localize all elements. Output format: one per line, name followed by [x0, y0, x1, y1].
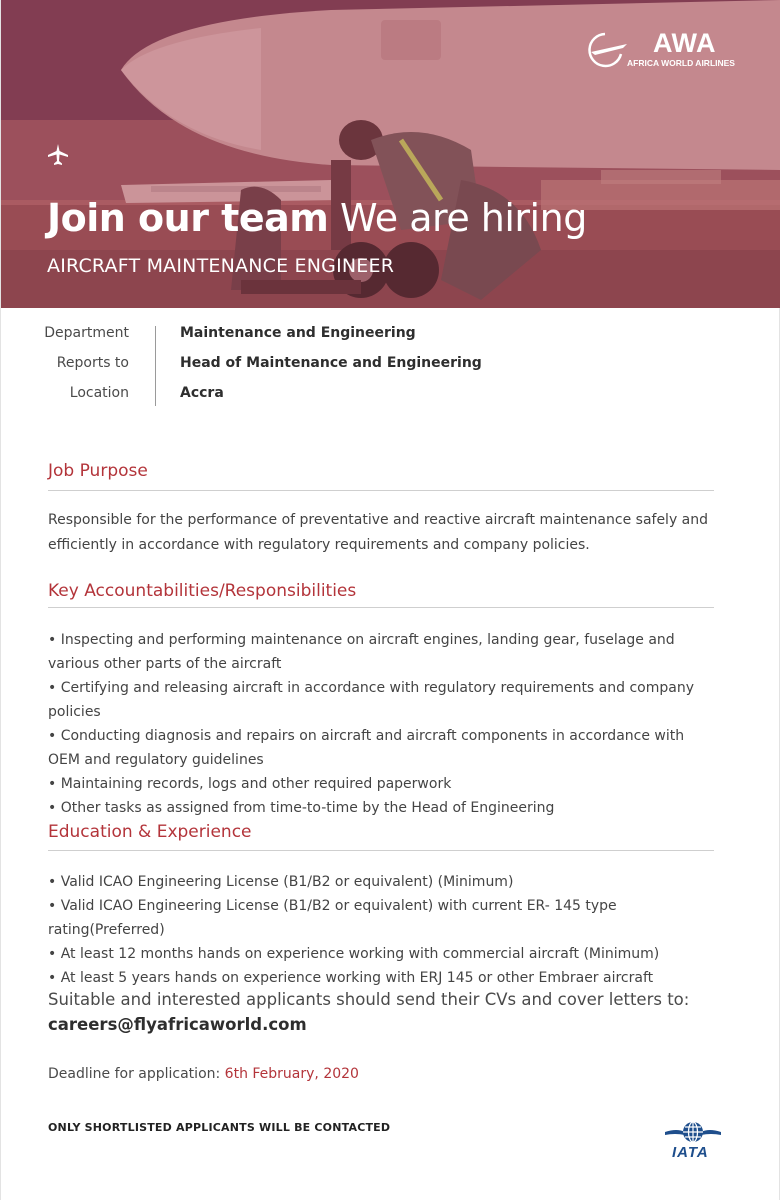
department-label: Department [44, 325, 129, 341]
shortlist-notice: ONLY SHORTLISTED APPLICANTS WILL BE CONTACTED [48, 1121, 391, 1134]
education-heading: Education & Experience [48, 822, 252, 842]
hero-title-bold: Join our team [47, 196, 329, 240]
reports-to-value: Head of Maintenance and Engineering [180, 355, 482, 371]
airplane-icon [45, 142, 71, 168]
iata-globe-icon [663, 1120, 723, 1146]
deadline-label: Deadline for application: [48, 1066, 225, 1082]
responsibilities-heading: Key Accountabilities/Responsibilities [48, 581, 357, 601]
job-purpose-heading: Job Purpose [48, 461, 148, 481]
job-title: AIRCRAFT MAINTENANCE ENGINEER [47, 255, 395, 277]
department-value: Maintenance and Engineering [180, 325, 416, 341]
list-item: • Certifying and releasing aircraft in accordance with regulatory requirements and company policies [48, 680, 694, 720]
list-item: • At least 5 years hands on experience working with ERJ 145 or other Embraer aircraft [48, 970, 654, 986]
section-divider [48, 607, 714, 608]
responsibilities-list [48, 628, 718, 820]
list-item: • Valid ICAO Engineering License (B1/B2 or equivalent) (Minimum) [48, 874, 514, 890]
hero-banner [1, 0, 780, 308]
iata-text: IATA [672, 1144, 709, 1161]
application-instructions: Suitable and interested applicants should send their CVs and cover letters to: [48, 990, 690, 1009]
logo-name: AWA [653, 28, 717, 58]
list-item: • Conducting diagnosis and repairs on aircraft and aircraft components in accordance with OEM and regulatory guidelines [48, 728, 685, 768]
deadline [48, 1066, 359, 1082]
careers-email[interactable]: careers@flyafricaworld.com [48, 1015, 307, 1034]
list-item: • Valid ICAO Engineering License (B1/B2 or equivalent) with current ER- 145 type rating(Preferred) [48, 898, 617, 938]
location-value: Accra [180, 385, 224, 401]
job-purpose-text: Responsible for the performance of preventative and reactive aircraft maintenance safely and efficiently in accordance with regulatory requirements and company policies. [48, 512, 709, 553]
meta-divider [155, 326, 156, 406]
section-divider [48, 850, 714, 851]
list-item: • At least 12 months hands on experience working with commercial aircraft (Minimum) [48, 946, 660, 962]
iata-logo [663, 1120, 723, 1162]
hero-title [47, 196, 587, 240]
awa-logo-mark [583, 32, 629, 68]
deadline-date: 6th February, 2020 [224, 1066, 359, 1082]
location-label: Location [69, 385, 129, 401]
logo-subtitle: AFRICA WORLD AIRLINES [627, 58, 735, 68]
awa-logo [583, 28, 743, 72]
education-list [48, 870, 718, 990]
reports-to-label: Reports to [56, 355, 129, 371]
section-divider [48, 490, 714, 491]
list-item: • Inspecting and performing maintenance on aircraft engines, landing gear, fuselage and various other parts of the aircraft [48, 632, 675, 672]
list-item: • Maintaining records, logs and other required paperwork [48, 776, 452, 792]
list-item: • Other tasks as assigned from time-to-time by the Head of Engineering [48, 800, 555, 816]
hero-title-light: We are hiring [339, 196, 587, 240]
job-meta [1, 322, 780, 412]
